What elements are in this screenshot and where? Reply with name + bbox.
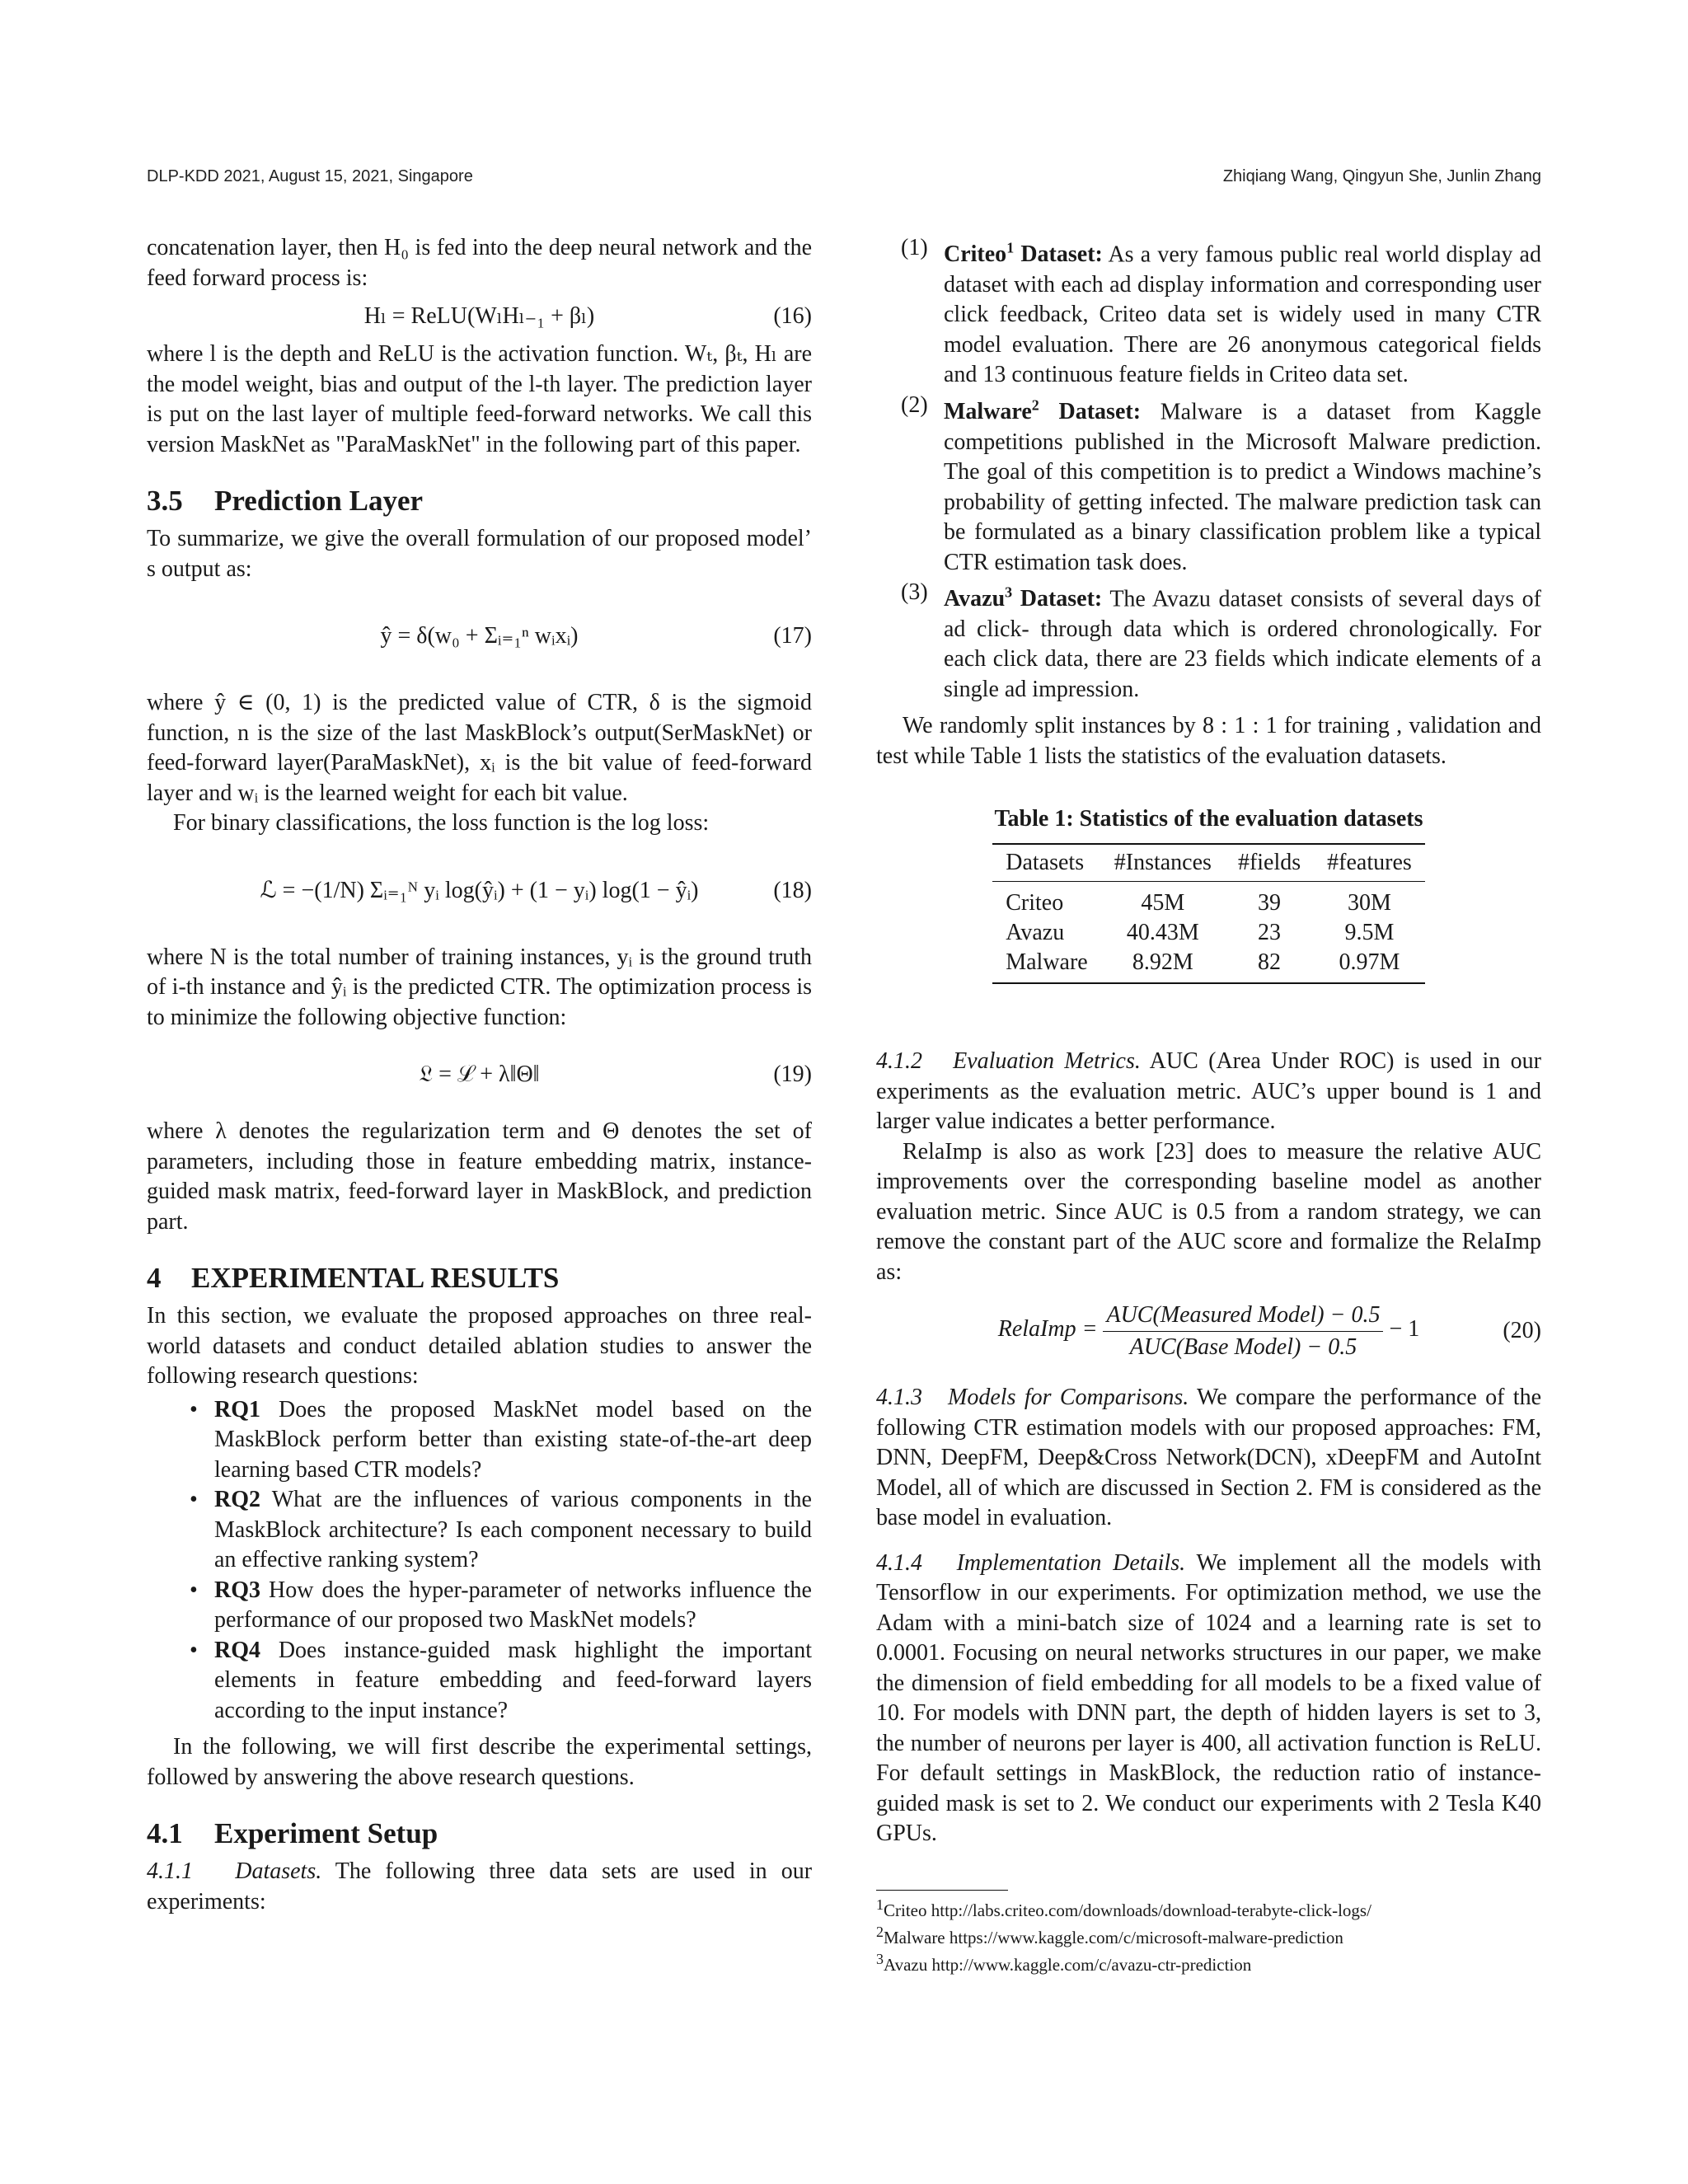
section-heading (147, 1260, 812, 1296)
section-number: 4.1 (147, 1817, 183, 1849)
running-header-left: DLP-KDD 2021, August 15, 2021, Singapore (147, 167, 473, 185)
equation-body: Hₗ = ReLU(WₗHₗ₋₁ + βₗ) (363, 303, 595, 329)
paragraph-text: The following three data sets are used in our experiments: (147, 1858, 813, 1915)
paragraph: We randomly split instances by 8 : 1 : 1 for training , validation and test while Table 1 lists the statistics of the evaluation datasets. (876, 713, 1541, 769)
paragraph: where N is the total number of training instances, yᵢ is the ground truth of i-th instance and ŷᵢ is the predicted CTR. The optimization process is to minimize the following objective function: (147, 944, 812, 1030)
dataset-label: Dataset: (1014, 241, 1103, 268)
footnote-mark: 2 (1031, 396, 1039, 414)
section-title: Prediction Layer (214, 485, 424, 517)
equation-body: 𝔏 = ℒ + λ‖Θ‖ (419, 1062, 540, 1087)
column-header: #features (1314, 844, 1425, 882)
paragraph-text: We implement all the models with Tensorflow in our experiments. For optimization method, we use the Adam with a mini-batch size of 1024 and a learning rate is set to 0.0001. Focusing on neural networks structures in our paper, we make the dimension of field embedding for all models to be a fixed value of 10. For models with DNN part, the depth of hidden layers is set to 3, the number of neurons per layer is 400, all activation function is ReLU. For default settings in MaskBlock, the reduction ratio of instance-guided mask is set to 2. We conduct our experiments with 2 Tesla K40 GPUs. (876, 1549, 1542, 1847)
column-header: #Instances (1101, 844, 1225, 882)
footnote-text: Criteo http://labs.criteo.com/downloads/download-terabyte-click-logs/ (884, 1900, 1372, 1920)
fraction-numerator: AUC(Measured Model) − 0.5 (1103, 1300, 1383, 1332)
subsection-title: Models for Comparisons. (948, 1385, 1189, 1411)
footnote-mark: 2 (876, 1924, 884, 1940)
table-cell: Criteo (1006, 890, 1064, 916)
datasets-list (876, 233, 1541, 705)
dataset-label: Dataset: (1012, 586, 1103, 612)
paragraph: In the following, we will first describe the experimental settings, followed by answering the above research questions. (147, 1734, 812, 1790)
table-cell: 0.97M (1314, 948, 1425, 983)
table-cell: 45M (1141, 890, 1185, 916)
rq-tag: RQ4 (214, 1637, 260, 1663)
paragraph: where λ denotes the regularization term and Θ denotes the set of parameters, including those in feature embedding matrix, instance-guided mask matrix, feed-forward layer in MaskBlock, and prediction part. (147, 1118, 812, 1235)
rq-text: What are the influences of various components in the MaskBlock architecture? Is each component necessary to build an effective ranking system? (214, 1487, 812, 1572)
footnote-mark: 1 (1006, 240, 1015, 256)
equation-lhs: RelaImp = (997, 1316, 1098, 1343)
equation-label: (19) (773, 1062, 812, 1087)
subsection-title: Evaluation Metrics. (953, 1048, 1141, 1075)
equation-body (997, 1301, 1420, 1360)
footnote-rule (876, 1890, 1008, 1891)
dataset-label: Dataset: (1039, 399, 1142, 425)
table-cell: Malware (992, 948, 1101, 983)
section-number: 3.5 (147, 485, 183, 517)
table-cell: 30M (1348, 890, 1391, 916)
paragraph: RelaImp is also as work [23] does to measure the relative AUC improvements over the corresponding baseline model as another evaluation metric. Since AUC is 0.5 from a random strategy, we can remove the constant part of the AUC score and formalize the RelaImp as: (876, 1138, 1541, 1285)
equation-17 (147, 591, 812, 682)
right-column (876, 233, 1541, 1849)
paragraph (876, 1549, 1541, 1849)
paragraph: where ŷ ∈ (0, 1) is the predicted value of CTR, δ is the sigmoid function, n is the size of the last MaskBlock’s output(SerMaskNet) or feed-forward layer(ParaMaskNet), xᵢ is the bit value of feed-forward layer and wᵢ is the learned weight for each bit value. (147, 690, 812, 806)
item-number: (1) (901, 235, 928, 260)
rq-text: How does the hyper-parameter of networks influence the performance of our proposed two MaskNet models? (214, 1577, 812, 1633)
table-row (992, 918, 1425, 948)
subsection-number: 4.1.2 (876, 1048, 922, 1075)
equation-body: ℒ = −(1/N) Σᵢ₌₁ᴺ yᵢ log(ŷᵢ) + (1 − yᵢ) log(1 − ŷᵢ) (260, 877, 699, 903)
dataset-text: The Avazu dataset consists of several days of ad click- through data which is ordered chronologically. For each click data, there are 23 fields which indicate elements of a single ad impression. (944, 586, 1541, 702)
equation-label: (16) (773, 303, 812, 329)
dataset-name: Avazu (944, 586, 1006, 612)
column-header: #fields (1225, 844, 1314, 882)
list-item (214, 1636, 812, 1727)
list-item (214, 1395, 812, 1486)
subsection-title: Datasets. (235, 1858, 322, 1884)
table-cell: 82 (1225, 948, 1314, 983)
column-header: Datasets (992, 844, 1101, 882)
equation-19 (147, 1039, 812, 1110)
dataset-text: As a very famous public real world display ad dataset with each ad display information and corresponding user click feedback, Criteo data set is widely used in many CTR model evaluation. There are 26 anonymous categorical fields and 13 continuous feature fields in Criteo data set. (944, 241, 1541, 388)
paragraph-text: We compare the performance of the following CTR estimation models with our proposed approaches: FM, DNN, DeepFM, Deep&Cross Network(DCN), xDeepFM and AutoInt Model, all of which are discussed in Section 2. FM is considered as the base model in evaluation. (876, 1385, 1542, 1531)
running-header-right: Zhiqiang Wang, Qingyun She, Junlin Zhang (1222, 167, 1541, 185)
subsection-number: 4.1.4 (876, 1549, 922, 1576)
list-item (214, 1485, 812, 1576)
paragraph: In this section, we evaluate the proposed approaches on three real-world datasets and conduct detailed ablation studies to answer the following research questions: (147, 1303, 812, 1389)
table-cell: 40.43M (1126, 920, 1199, 946)
footnote (876, 1948, 1541, 1975)
table-cell: 9.5M (1344, 920, 1395, 946)
equation-16 (147, 300, 812, 333)
dataset-text: Malware is a dataset from Kaggle competitions published in the Microsoft Malware prediction. The goal of this competition is to predict a Windows machine’s probability of getting infected. The malware prediction task can be formulated as a binary classification problem like a typical CTR estimation task does. (944, 399, 1541, 575)
subsection-number: 4.1.1 (147, 1858, 193, 1884)
fraction (1103, 1300, 1383, 1363)
dataset-name: Criteo (944, 241, 1007, 268)
footnote-mark: 3 (876, 1951, 884, 1967)
rq-tag: RQ3 (214, 1577, 260, 1603)
subsection-number: 4.1.3 (876, 1385, 922, 1411)
section-title: EXPERIMENTAL RESULTS (191, 1262, 560, 1294)
table-row (992, 948, 1425, 983)
paragraph-text: AUC (Area Under ROC) is used in our experiments as the evaluation metric. AUC’s upper bound is 1 and larger value indicates a better performance. (876, 1048, 1541, 1135)
rq-tag: RQ1 (214, 1396, 260, 1422)
section-number: 4 (147, 1262, 162, 1294)
footnotes (876, 1890, 1541, 1975)
table-cell: 23 (1258, 920, 1282, 946)
equation-label: (18) (773, 877, 812, 903)
footnote (876, 1894, 1541, 1921)
equation-label: (20) (1503, 1318, 1541, 1344)
fraction-denominator: AUC(Base Model) − 0.5 (1129, 1333, 1357, 1360)
equation-20 (876, 1294, 1541, 1368)
rq-text: Does the proposed MaskNet model based on the MaskBlock perform better than existing state-of-the-art deep learning based CTR models? (214, 1396, 812, 1483)
equation-tail: − 1 (1389, 1316, 1420, 1343)
table-header-row (992, 844, 1425, 882)
research-questions-list (147, 1395, 812, 1727)
list-item (901, 578, 1541, 705)
section-title: Experiment Setup (214, 1817, 438, 1849)
equation-body: ŷ = δ(w₀ + Σᵢ₌₁ⁿ wᵢxᵢ) (380, 623, 579, 649)
list-item (901, 391, 1541, 578)
equation-label: (17) (773, 623, 812, 649)
list-item (901, 233, 1541, 391)
subsection-title: Implementation Details. (956, 1549, 1186, 1576)
table-cell: Avazu (1006, 920, 1065, 946)
footnote-text: Malware https://www.kaggle.com/c/microsoft-malware-prediction (884, 1928, 1343, 1947)
paragraph: concatenation layer, then H₀ is fed into the deep neural network and the feed forward process is: (147, 235, 812, 291)
item-number: (2) (901, 391, 928, 418)
dataset-name: Malware (944, 399, 1032, 425)
paragraph: To summarize, we give the overall formulation of our proposed model’ s output as: (147, 526, 812, 582)
rq-text: Does instance-guided mask highlight the important elements in feature embedding and feed-forward layers according to the input instance? (214, 1637, 812, 1723)
statistics-table (992, 843, 1425, 985)
section-heading (147, 483, 812, 519)
item-number: (3) (901, 579, 928, 606)
table-cell: 8.92M (1101, 948, 1225, 983)
table-cell: 39 (1258, 890, 1282, 916)
footnote-mark: 1 (876, 1896, 884, 1913)
rq-tag: RQ2 (214, 1487, 260, 1512)
paragraph (876, 1047, 1541, 1137)
table-caption: Table 1: Statistics of the evaluation datasets (994, 806, 1423, 832)
section-heading (147, 1816, 812, 1852)
paragraph (147, 1857, 812, 1917)
paragraph (876, 1383, 1541, 1534)
equation-18 (147, 846, 812, 936)
footnote-text: Avazu http://www.kaggle.com/c/avazu-ctr-prediction (884, 1955, 1252, 1975)
paragraph: where l is the depth and ReLU is the activation function. Wₜ, βₜ, Hₗ are the model weight, bias and output of the l-th layer. The prediction layer is put on the last layer of multiple feed-forward networks. We call this version MaskNet as "ParaMaskNet" in the following part of this paper. (147, 341, 812, 457)
footnote-mark: 3 (1005, 584, 1013, 602)
footnote (876, 1921, 1541, 1948)
table-row (992, 882, 1425, 919)
left-column (147, 233, 812, 1917)
paragraph: For binary classifications, the loss function is the log loss: (173, 810, 710, 836)
list-item (214, 1576, 812, 1636)
